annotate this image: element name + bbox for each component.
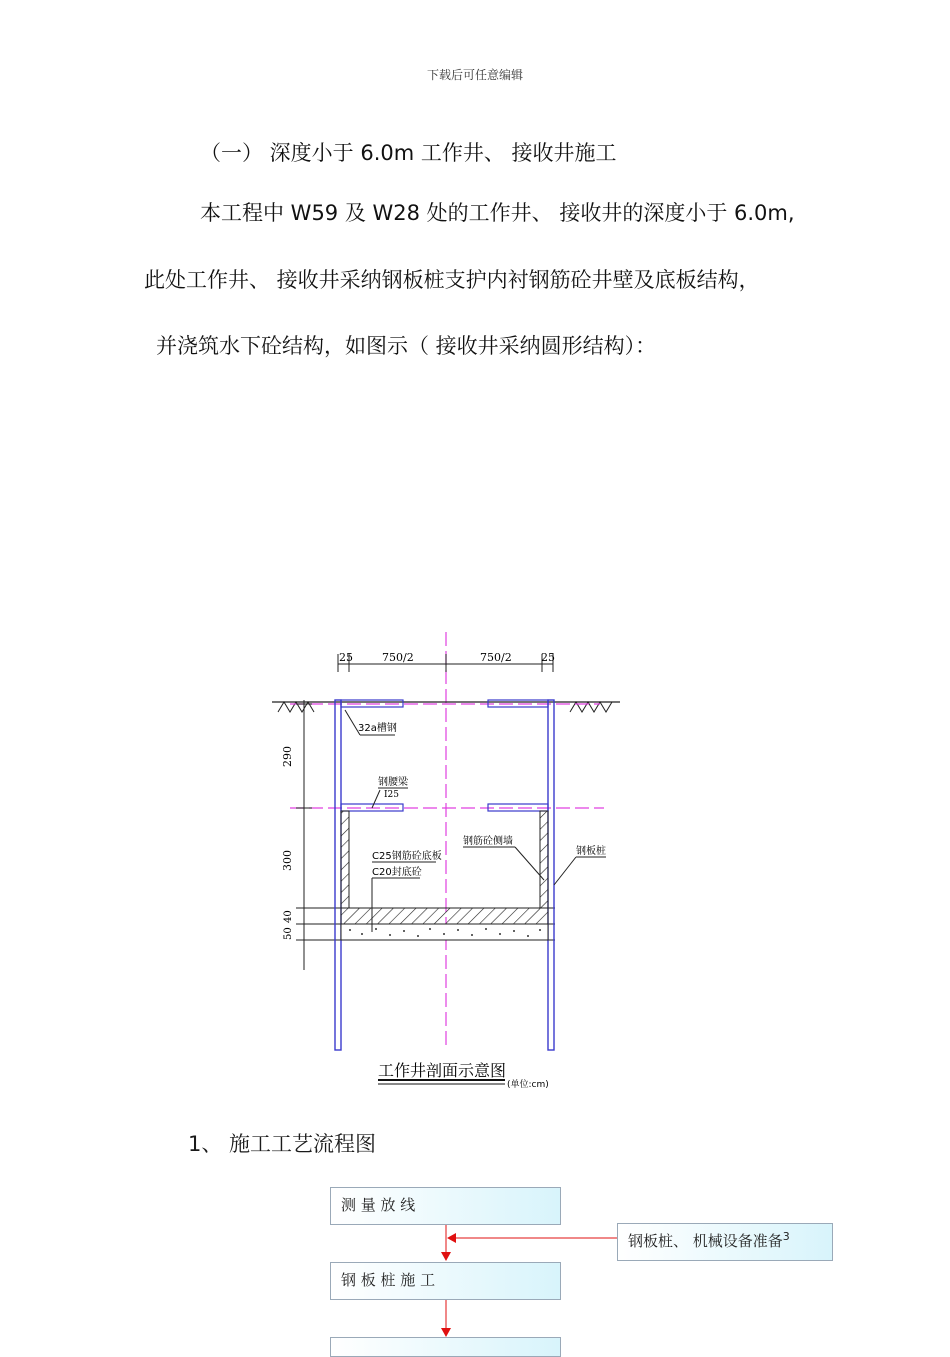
section-heading: （一） 深度小于 6.0m 工作井、 接收井施工 — [200, 141, 617, 165]
dim-top-1: 25 — [339, 651, 353, 664]
dim-left-300: 300 — [281, 850, 294, 871]
label-sheet-pile: 钢板桩 — [576, 846, 606, 857]
label-waist-spec: I25 — [384, 790, 400, 800]
paragraph-line-1: 本工程中 W59 及 W28 处的工作井、 接收井的深度小于 6.0m, — [200, 201, 795, 225]
diagram-unit: (单位:cm) — [507, 1080, 549, 1090]
flow-step-survey: 测 量 放 线 — [330, 1187, 561, 1225]
label-channel-steel: 32a槽钢 — [358, 723, 397, 734]
label-side-wall: 钢筋砼侧墙 — [463, 836, 513, 847]
dim-top-4: 25 — [541, 651, 555, 664]
label-seal-concrete: C20封底砼 — [372, 867, 422, 878]
label-waist-beam: 钢腰梁 — [378, 777, 408, 788]
flow-side-label: 钢板桩、 机械设备准备 — [628, 1232, 783, 1250]
paragraph-line-3: 并浇筑水下砼结构，如图示（ 接收井采纳圆形结构）： — [156, 334, 657, 358]
flow-section-title: 1、 施工工艺流程图 — [188, 1132, 377, 1156]
diagram-title: 工作井剖面示意图 — [378, 1061, 507, 1080]
flow-step-pile-construction: 钢 板 桩 施 工 — [330, 1262, 561, 1300]
dim-left-290: 290 — [281, 746, 294, 767]
page-header: 下载后可任意编辑 — [426, 68, 523, 82]
flow-side-sup: 3 — [782, 1230, 790, 1243]
dim-top-3: 750/2 — [480, 651, 512, 664]
paragraph-line-2: 此处工作井、 接收井采纳钢板桩支护内衬钢筋砼井壁及底板结构， — [144, 268, 760, 292]
dim-left-50: 50 — [283, 927, 294, 940]
label-bottom-slab: C25钢筋砼底板 — [372, 851, 442, 862]
dim-top-2: 750/2 — [382, 651, 414, 664]
dim-left-40: 40 — [283, 910, 294, 923]
